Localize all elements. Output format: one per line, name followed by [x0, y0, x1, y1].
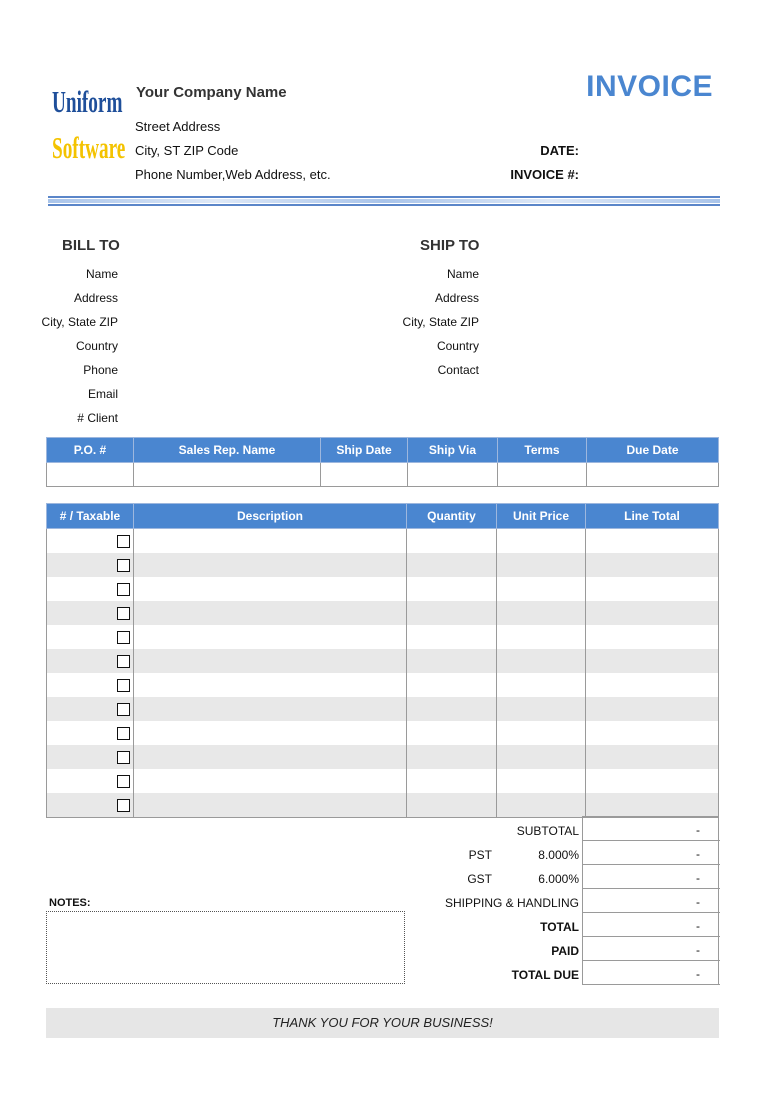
- description-cell[interactable]: [134, 793, 407, 818]
- bill-to-client-label: Client #: [77, 411, 118, 425]
- po-number-header: P.O. #: [47, 438, 134, 463]
- description-cell[interactable]: [134, 697, 407, 721]
- taxable-cell[interactable]: [47, 721, 134, 745]
- taxable-checkbox[interactable]: [117, 535, 130, 548]
- table-row: [47, 769, 719, 793]
- quantity-cell[interactable]: [407, 577, 497, 601]
- description-header: Description: [134, 504, 407, 529]
- description-cell[interactable]: [134, 553, 407, 577]
- line-items-table: [46, 503, 719, 818]
- line-total-cell[interactable]: [586, 697, 719, 721]
- company-city[interactable]: City, ST ZIP Code: [135, 143, 239, 158]
- taxable-cell[interactable]: [47, 745, 134, 769]
- unit-price-cell[interactable]: [497, 601, 586, 625]
- order-info-table: [46, 437, 719, 487]
- quantity-cell[interactable]: [407, 529, 497, 554]
- description-cell[interactable]: [134, 769, 407, 793]
- total-label: TOTAL: [540, 920, 579, 934]
- description-cell[interactable]: [134, 529, 407, 554]
- date-label: DATE:: [540, 143, 579, 158]
- company-street[interactable]: Street Address: [135, 119, 221, 134]
- line-total-cell[interactable]: [586, 769, 719, 793]
- description-cell[interactable]: [134, 673, 407, 697]
- quantity-cell[interactable]: [407, 721, 497, 745]
- unit-price-cell[interactable]: [497, 577, 586, 601]
- taxable-checkbox[interactable]: [117, 679, 130, 692]
- description-cell[interactable]: [134, 601, 407, 625]
- taxable-cell[interactable]: [47, 697, 134, 721]
- paid-label: PAID: [551, 944, 579, 958]
- bill-to-name-label: Name: [85, 267, 118, 281]
- quantity-cell[interactable]: [407, 769, 497, 793]
- logo-word-uniform: Uniform: [52, 84, 123, 119]
- po-number-cell[interactable]: [47, 463, 134, 487]
- ship-to-city-label: City, State ZIP: [402, 315, 479, 329]
- invoice-title: INVOICE: [586, 70, 713, 103]
- bill-to-heading: BILL TO: [62, 237, 120, 254]
- quantity-cell[interactable]: [407, 745, 497, 769]
- table-row: [47, 697, 719, 721]
- unit-price-cell[interactable]: [497, 553, 586, 577]
- gst-label: GST: [467, 872, 492, 886]
- description-cell[interactable]: [134, 649, 407, 673]
- due-date-header: Due Date: [587, 438, 719, 463]
- ship-via-cell[interactable]: [408, 463, 498, 487]
- taxable-checkbox[interactable]: [117, 559, 130, 572]
- table-row: [47, 721, 719, 745]
- unit-price-cell[interactable]: [497, 721, 586, 745]
- header-divider: [48, 196, 720, 207]
- taxable-cell[interactable]: [47, 649, 134, 673]
- ship-date-cell[interactable]: [321, 463, 408, 487]
- description-cell[interactable]: [134, 721, 407, 745]
- quantity-cell[interactable]: [407, 673, 497, 697]
- subtotal-label: SUBTOTAL: [516, 824, 579, 838]
- table-row: [47, 745, 719, 769]
- taxable-checkbox[interactable]: [117, 607, 130, 620]
- notes-label: NOTES:: [49, 897, 91, 909]
- line-total-cell[interactable]: [586, 601, 719, 625]
- taxable-checkbox[interactable]: [117, 583, 130, 596]
- ship-to-country-label: Country: [436, 339, 479, 353]
- table-row: [47, 625, 719, 649]
- terms-header: Terms: [498, 438, 587, 463]
- shipping-label: SHIPPING & HANDLING: [444, 896, 579, 910]
- taxable-cell[interactable]: [47, 601, 134, 625]
- bill-to-address-label: Address: [73, 291, 118, 305]
- ship-to-contact-label: Contact: [437, 363, 479, 377]
- thank-you-banner: THANK YOU FOR YOUR BUSINESS!: [46, 1008, 719, 1038]
- ship-to-address-label: Address: [434, 291, 479, 305]
- taxable-cell[interactable]: [47, 793, 134, 818]
- gst-value: -: [582, 865, 720, 889]
- bill-to-city-label: City, State ZIP: [42, 315, 118, 329]
- taxable-cell[interactable]: [47, 769, 134, 793]
- line-total-cell[interactable]: [586, 673, 719, 697]
- taxable-cell[interactable]: [47, 673, 134, 697]
- total-value: -: [582, 913, 720, 937]
- due-date-cell[interactable]: [587, 463, 719, 487]
- description-cell[interactable]: [134, 745, 407, 769]
- terms-cell[interactable]: [498, 463, 587, 487]
- unit-price-cell[interactable]: [497, 793, 586, 818]
- gst-rate[interactable]: 6.000%: [538, 872, 579, 886]
- line-total-cell[interactable]: [586, 721, 719, 745]
- bill-to-phone-label: Phone: [83, 363, 118, 377]
- taxable-checkbox[interactable]: [117, 775, 130, 788]
- taxable-checkbox[interactable]: [117, 727, 130, 740]
- quantity-cell[interactable]: [407, 793, 497, 818]
- ship-to-name-label: Name: [446, 267, 479, 281]
- quantity-header: Quantity: [407, 504, 497, 529]
- taxable-cell[interactable]: [47, 625, 134, 649]
- unit-price-cell[interactable]: [497, 745, 586, 769]
- taxable-checkbox[interactable]: [117, 751, 130, 764]
- table-row: [47, 553, 719, 577]
- unit-price-cell[interactable]: [497, 673, 586, 697]
- company-contact[interactable]: Phone Number,Web Address, etc.: [135, 167, 331, 182]
- table-row: [47, 793, 719, 818]
- unit-price-cell[interactable]: [497, 625, 586, 649]
- line-total-cell[interactable]: [586, 649, 719, 673]
- unit-price-cell[interactable]: [497, 769, 586, 793]
- line-total-cell[interactable]: [586, 553, 719, 577]
- description-cell[interactable]: [134, 577, 407, 601]
- taxable-checkbox[interactable]: [117, 799, 130, 812]
- line-total-cell[interactable]: [586, 625, 719, 649]
- quantity-cell[interactable]: [407, 649, 497, 673]
- taxable-cell[interactable]: [47, 529, 134, 554]
- unit-price-cell[interactable]: [497, 649, 586, 673]
- invoice-number-label: INVOICE #:: [510, 167, 579, 182]
- quantity-cell[interactable]: [407, 553, 497, 577]
- taxable-checkbox[interactable]: [117, 631, 130, 644]
- quantity-cell[interactable]: [407, 625, 497, 649]
- pst-rate[interactable]: 8.000%: [538, 848, 579, 862]
- table-row: [47, 529, 719, 554]
- total-due-label: TOTAL DUE: [511, 968, 579, 982]
- unit-price-cell[interactable]: [497, 697, 586, 721]
- unit-price-cell[interactable]: [497, 529, 586, 554]
- ship-via-header: Ship Via: [408, 438, 498, 463]
- taxable-checkbox[interactable]: [117, 655, 130, 668]
- sales-rep-header: Sales Rep. Name: [134, 438, 321, 463]
- sales-rep-cell[interactable]: [134, 463, 321, 487]
- table-row: [47, 649, 719, 673]
- description-cell[interactable]: [134, 625, 407, 649]
- taxable-header: # / Taxable: [47, 504, 134, 529]
- subtotal-value: -: [582, 817, 720, 841]
- total-due-value: -: [582, 961, 720, 985]
- quantity-cell[interactable]: [407, 697, 497, 721]
- table-row: [47, 577, 719, 601]
- notes-box[interactable]: [46, 911, 405, 984]
- line-total-cell[interactable]: [586, 577, 719, 601]
- bill-to-country-label: Country: [75, 339, 118, 353]
- quantity-cell[interactable]: [407, 601, 497, 625]
- pst-label: PST: [468, 848, 492, 862]
- line-total-header: Line Total: [586, 504, 719, 529]
- taxable-cell[interactable]: [47, 577, 134, 601]
- line-total-cell[interactable]: [586, 745, 719, 769]
- company-logo: [52, 80, 126, 180]
- paid-value[interactable]: -: [582, 937, 720, 961]
- company-name[interactable]: Your Company Name: [136, 84, 287, 101]
- ship-date-header: Ship Date: [321, 438, 408, 463]
- unit-price-header: Unit Price: [497, 504, 586, 529]
- table-row: [47, 601, 719, 625]
- logo-word-software: Software: [52, 130, 126, 165]
- taxable-cell[interactable]: [47, 553, 134, 577]
- line-total-cell[interactable]: [586, 793, 719, 818]
- bill-to-email-label: Email: [87, 387, 118, 401]
- line-total-cell[interactable]: [586, 529, 719, 554]
- ship-to-heading: SHIP TO: [420, 237, 480, 254]
- table-row: [47, 673, 719, 697]
- pst-value: -: [582, 841, 720, 865]
- taxable-checkbox[interactable]: [117, 703, 130, 716]
- shipping-value[interactable]: -: [582, 889, 720, 913]
